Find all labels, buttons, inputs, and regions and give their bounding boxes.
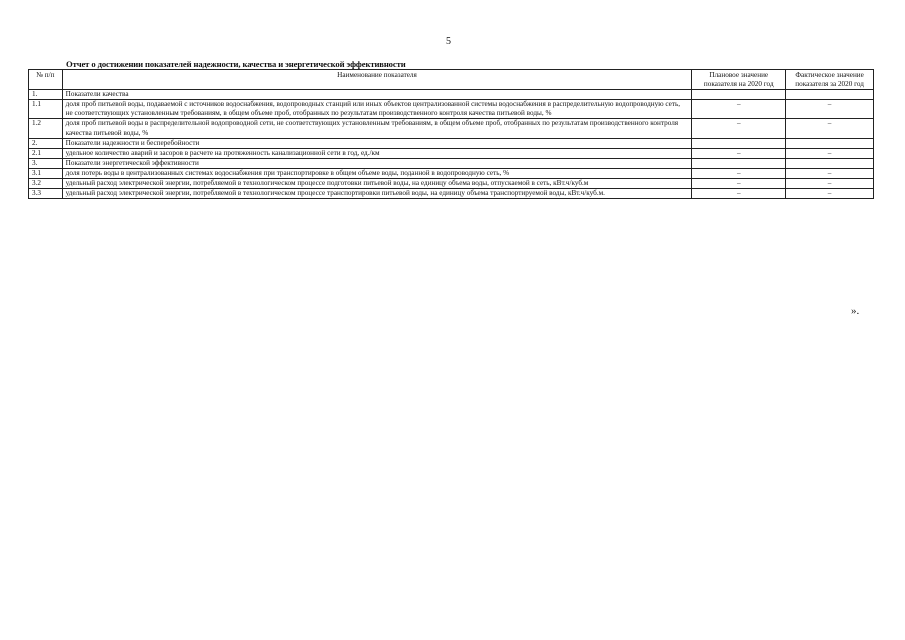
page-number: 5 (446, 36, 451, 47)
table-header-row (29, 70, 874, 90)
row-indicator-name: удельное количество аварий и засоров в расчете на протяженность канализационной сети в год, ед./км (62, 148, 692, 158)
closing-quote-mark: ». (851, 305, 860, 317)
row-planned-value: – (692, 148, 786, 158)
row-number: 3.3 (29, 189, 63, 199)
header-number: № п/п (29, 70, 63, 90)
header-indicator-name: Наименование показателя (62, 70, 692, 90)
table-row (29, 158, 874, 168)
row-indicator-name: Показатели качества (62, 90, 692, 100)
report-title: Отчет о достижении показателей надежности, качества и энергетической эффективности (66, 59, 406, 69)
row-planned-value (692, 158, 786, 168)
row-number: 1.1 (29, 100, 63, 119)
table-row (29, 148, 874, 158)
row-planned-value: – (692, 100, 786, 119)
row-actual-value (786, 158, 874, 168)
header-planned-value: Плановое значение показателя на 2020 год (692, 70, 786, 90)
row-number: 2.1 (29, 148, 63, 158)
row-planned-value: – (692, 189, 786, 199)
row-indicator-name: доля проб питьевой воды, подаваемой с источников водоснабжения, водопроводных станций или иных объектов централизованной системы водоснабжения в распределительную водопроводную сеть, не соответствующих установленным требованиям, в общем объеме проб, отобранных по результатам производственного контроля качества питьевой воды, % (62, 100, 692, 119)
row-number: 3. (29, 158, 63, 168)
row-number: 1. (29, 90, 63, 100)
row-indicator-name: Показатели надежности и бесперебойности (62, 138, 692, 148)
row-indicator-name: удельный расход электрической энергии, потребляемой в технологическом процессе подготовки питьевой воды, на единицу объема воды, отпускаемой в сеть, кВт.ч/куб.м (62, 179, 692, 189)
row-number: 1.2 (29, 119, 63, 138)
row-actual-value: – (786, 189, 874, 199)
table-row (29, 119, 874, 138)
header-actual-value: Фактическое значение показателя за 2020 год (786, 70, 874, 90)
row-actual-value (786, 138, 874, 148)
row-actual-value: – (786, 179, 874, 189)
table-row (29, 179, 874, 189)
row-actual-value (786, 90, 874, 100)
row-planned-value (692, 90, 786, 100)
row-actual-value: – (786, 168, 874, 178)
row-actual-value: – (786, 148, 874, 158)
table-row (29, 100, 874, 119)
table-row (29, 90, 874, 100)
table-row (29, 138, 874, 148)
table-row (29, 168, 874, 178)
row-planned-value: – (692, 168, 786, 178)
row-planned-value: – (692, 119, 786, 138)
row-indicator-name: удельный расход электрической энергии, потребляемой в технологическом процессе транспортировки питьевой воды, на единицу объема транспортируемой воды, кВт.ч/куб.м. (62, 189, 692, 199)
row-number: 2. (29, 138, 63, 148)
row-number: 3.2 (29, 179, 63, 189)
row-number: 3.1 (29, 168, 63, 178)
row-actual-value: – (786, 119, 874, 138)
row-indicator-name: доля потерь воды в централизованных системах водоснабжения при транспортировке в общем объеме воды, поданной в водопроводную сеть, % (62, 168, 692, 178)
row-planned-value: – (692, 179, 786, 189)
indicators-table (28, 69, 874, 199)
row-indicator-name: Показатели энергетической эффективности (62, 158, 692, 168)
table-row (29, 189, 874, 199)
row-indicator-name: доля проб питьевой воды в распределительной водопроводной сети, не соответствующих установленным требованиям, в общем объеме проб, отобранных по результатам производственного контроля качества питьевой воды, % (62, 119, 692, 138)
row-actual-value: – (786, 100, 874, 119)
row-planned-value (692, 138, 786, 148)
